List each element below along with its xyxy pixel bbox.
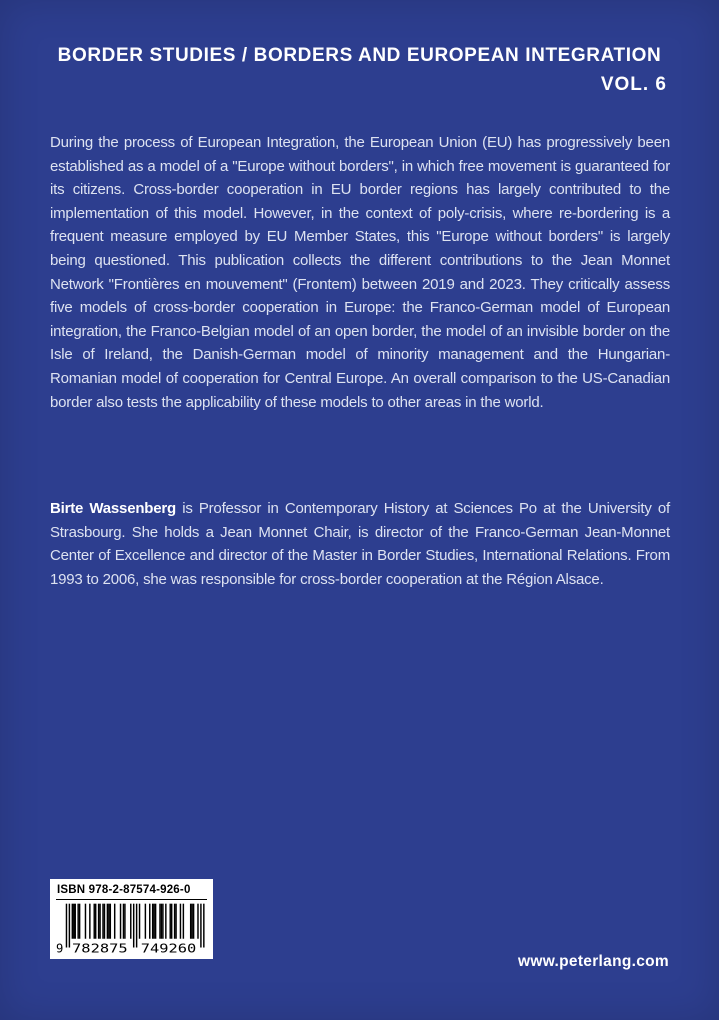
author-bio-text: is Professor in Contemporary History at Sciences Po at the University of Strasbourg. She holds a Jean Monnet Chair, is director of the Franco-German Jean-Monnet Center of Excellence and director of the Master in Border Studies, International Relations. From 1993 to 2006, she was responsible for cross-border cooperation at the Région Alsace. [50, 500, 670, 588]
svg-text:749260: 749260 [140, 941, 197, 955]
publisher-website: www.peterlang.com [518, 953, 669, 970]
book-description: During the process of European Integration, the European Union (EU) has progressively been established as a model of a "Europe without borders", in which free movement is guaranteed for its citizens. Cross-border cooperation in EU border regions has largely contributed to the implementation of this model. However, in the context of poly-crisis, where re-bordering is a frequent measure employed by EU Member States, this "Europe without borders" is largely being questioned. This publication collects the different contributions to the Jean Monnet Network "Frontières en mouvement" (Frontem) between 2019 and 2023. They critically assess five models of cross-border cooperation in Europe: the Franco-German model of European integration, the Franco-Belgian model of an open border, the model of an invisible border on the Isle of Ireland, the Danish-German model of minority management and the Hungarian-Romanian model of cooperation for Central Europe. An overall comparison to the US-Canadian border also tests the applicability of these models to other areas in the world. [50, 134, 670, 411]
volume-number: VOL. 6 [600, 74, 667, 95]
series-title: BORDER STUDIES / BORDERS AND EUROPEAN INTEGRATION [57, 45, 662, 66]
svg-text:782875: 782875 [72, 941, 128, 955]
author-name: Birte Wassenberg [50, 500, 177, 517]
svg-text:9: 9 [56, 941, 64, 955]
title-block [50, 45, 669, 96]
isbn-barcode-box [50, 879, 213, 959]
isbn-label: ISBN 978-2-87574-926-0 [56, 883, 207, 900]
ean13-barcode [56, 903, 207, 955]
author-paragraph [50, 497, 670, 591]
